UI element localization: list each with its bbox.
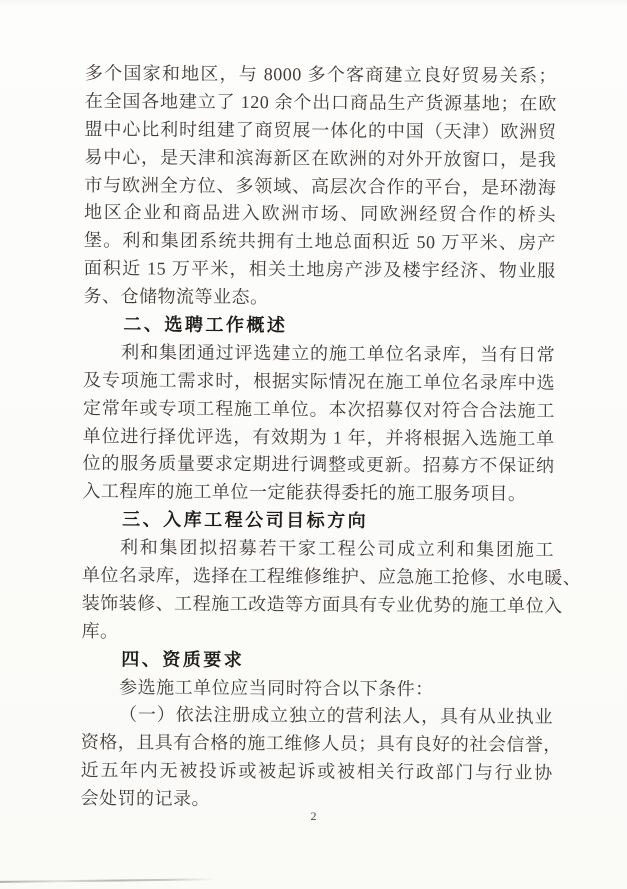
text-line: （一）依法注册成立独立的营利法人，具有从业执业 bbox=[118, 704, 554, 728]
paragraph bbox=[80, 701, 562, 815]
text-line: 位的服务质量要求定期进行调整或更新。招募方不保证纳 bbox=[82, 453, 555, 477]
text-line: 参选施工单位应当同时符合以下条件： bbox=[119, 676, 434, 699]
text-line: 单位名录库，选择在工程维修维护、应急施工抢修、水电暖、 bbox=[81, 565, 582, 589]
text-line: 入工程库的施工单位一定能获得委托的施工服务项目。 bbox=[82, 481, 527, 505]
section-heading: 二、选聘工作概述 bbox=[123, 314, 288, 336]
text-line: 利和集团通过评选建立的施工单位名录库，当有日常 bbox=[121, 342, 556, 365]
text-line: 地区企业和商品进入欧洲市场、同欧洲经贸合作的桥头 bbox=[84, 202, 557, 226]
page-number: 2 bbox=[310, 809, 317, 823]
text-line: 利和集团拟招募若干家工程公司成立利和集团施工 bbox=[119, 537, 555, 561]
text-line: 资格，且具有合格的施工维修人员；具有良好的社会信誉， bbox=[80, 732, 562, 756]
text-line: 及专项施工需求时，根据实际情况在施工单位名录库中选 bbox=[82, 369, 556, 393]
text-line: 务、仓储物流等业态。 bbox=[83, 286, 269, 308]
text-line: 面积近 15 万平米，相关土地房产涉及楼宇经济、物业服 bbox=[83, 258, 556, 282]
text-line: 装饰装修、工程施工改造等方面具有专业优势的施工单位入 bbox=[81, 592, 563, 616]
text-line: 多个国家和地区，与 8000 多个客商建立良好贸易关系； bbox=[84, 62, 557, 86]
text-line: 在全国各地建立了 120 余个出口商品生产货源基地；在欧 bbox=[84, 90, 557, 114]
text-line: 堡。利和集团系统共拥有土地总面积近 50 万平米、房产 bbox=[83, 230, 556, 254]
document-body bbox=[80, 60, 582, 816]
paragraph bbox=[81, 534, 582, 648]
text-line: 市与欧洲全方位、多领域、高层次合作的平台，是环渤海 bbox=[84, 174, 557, 198]
scan-edge-shading bbox=[0, 0, 627, 6]
text-line: 会处罚的记录。 bbox=[80, 788, 211, 809]
text-line: 定常年或专项工程施工单位。本次招募仅对符合合法施工 bbox=[82, 397, 555, 421]
scan-shadow-artifact bbox=[0, 878, 216, 883]
paragraph bbox=[82, 339, 555, 509]
section-heading: 四、资质要求 bbox=[121, 648, 245, 670]
text-line: 易中心，是天津和滨海新区在欧洲的对外开放窗口，是我 bbox=[84, 146, 557, 170]
paragraph bbox=[83, 60, 557, 314]
section-heading: 三、入库工程公司目标方向 bbox=[122, 509, 369, 531]
paragraph bbox=[81, 674, 553, 705]
text-line: 近五年内无被投诉或被起诉或被相关行政部门与行业协 bbox=[80, 760, 553, 784]
text-line: 库。 bbox=[81, 620, 119, 642]
text-line: 单位进行择优评选，有效期为 1 年，并将根据入选施工单 bbox=[82, 425, 555, 449]
text-line: 盟中心比利时组建了商贸展一体化的中国（天津）欧洲贸 bbox=[84, 118, 557, 142]
